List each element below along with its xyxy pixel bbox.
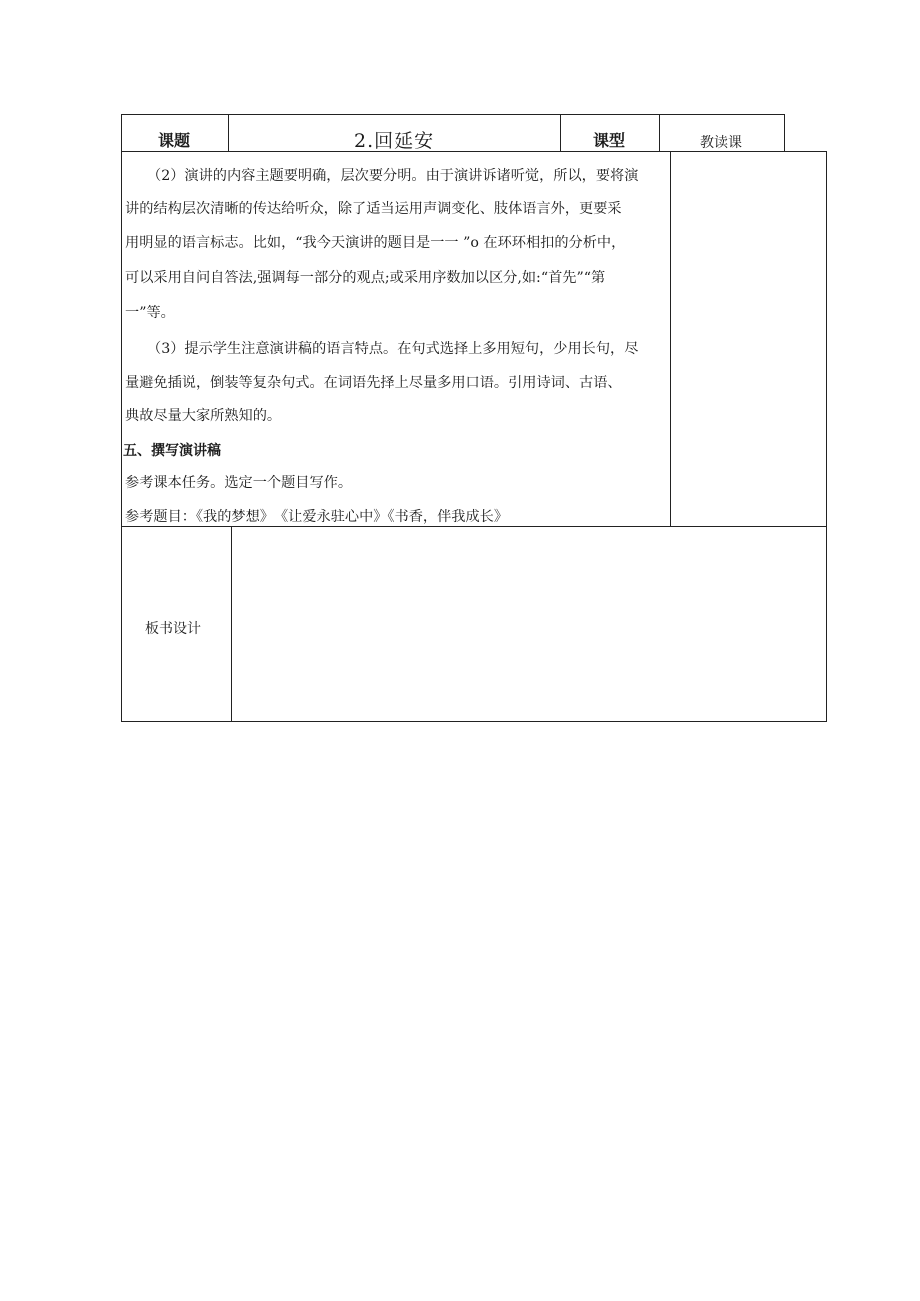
board-design-label: 板书设计 — [145, 621, 201, 637]
header-divider-2 — [560, 114, 561, 152]
table-bottom-border — [121, 721, 827, 722]
type-label: 课型 — [593, 131, 626, 150]
paragraph2-line-5: 一”等。 — [125, 305, 175, 321]
board-divider — [231, 526, 232, 722]
content-side-divider — [670, 151, 671, 527]
paragraph2-line-3: 用明显的语言标志。比如，“我今天演讲的题目是一一 ”o 在环环相扣的分析中， — [125, 235, 626, 251]
header-right-border — [784, 114, 785, 152]
ref-task: 参考课本任务。选定一个题目写作。 — [125, 475, 353, 491]
topic-value: 2.回延安 — [354, 130, 435, 152]
paragraph2-line-2: 讲的结构层次清晰的传达给听众，除了适当运用声调变化、肢体语言外，更要采 — [125, 201, 622, 217]
section-heading: 五、撰写演讲稿 — [123, 443, 221, 459]
header-top-border — [121, 114, 784, 115]
paragraph3-line-3: 典故尽量大家所熟知的。 — [125, 408, 282, 424]
header-divider-1 — [228, 114, 229, 152]
content-bottom-border — [121, 526, 827, 527]
paragraph3-line-2: 量避免插说，倒装等复杂句式。在词语先择上尽量多用口语。引用诗词、古语、 — [125, 375, 622, 391]
paragraph2-line-1: （2）演讲的内容主题要明确，层次要分明。由于演讲诉诸听觉，所以，要将演 — [147, 168, 639, 184]
header-left-border — [121, 114, 122, 722]
header-divider-3 — [659, 114, 660, 152]
topic-label: 课题 — [158, 131, 191, 150]
paragraph2-line-4: 可以采用自问自答法,强调每一部分的观点;或采用序数加以区分,如:“首先”“第 — [125, 270, 606, 286]
content-right-border — [826, 151, 827, 722]
type-value: 教读课 — [700, 135, 742, 151]
paragraph3-line-1: （3）提示学生注意演讲稿的语言特点。在句式选择上多用短句，少用长句，尽 — [147, 341, 639, 357]
ref-topics: 参考题目：《我的梦想》 《让爱永驻心中》《书香，伴我成长》 — [125, 509, 509, 525]
